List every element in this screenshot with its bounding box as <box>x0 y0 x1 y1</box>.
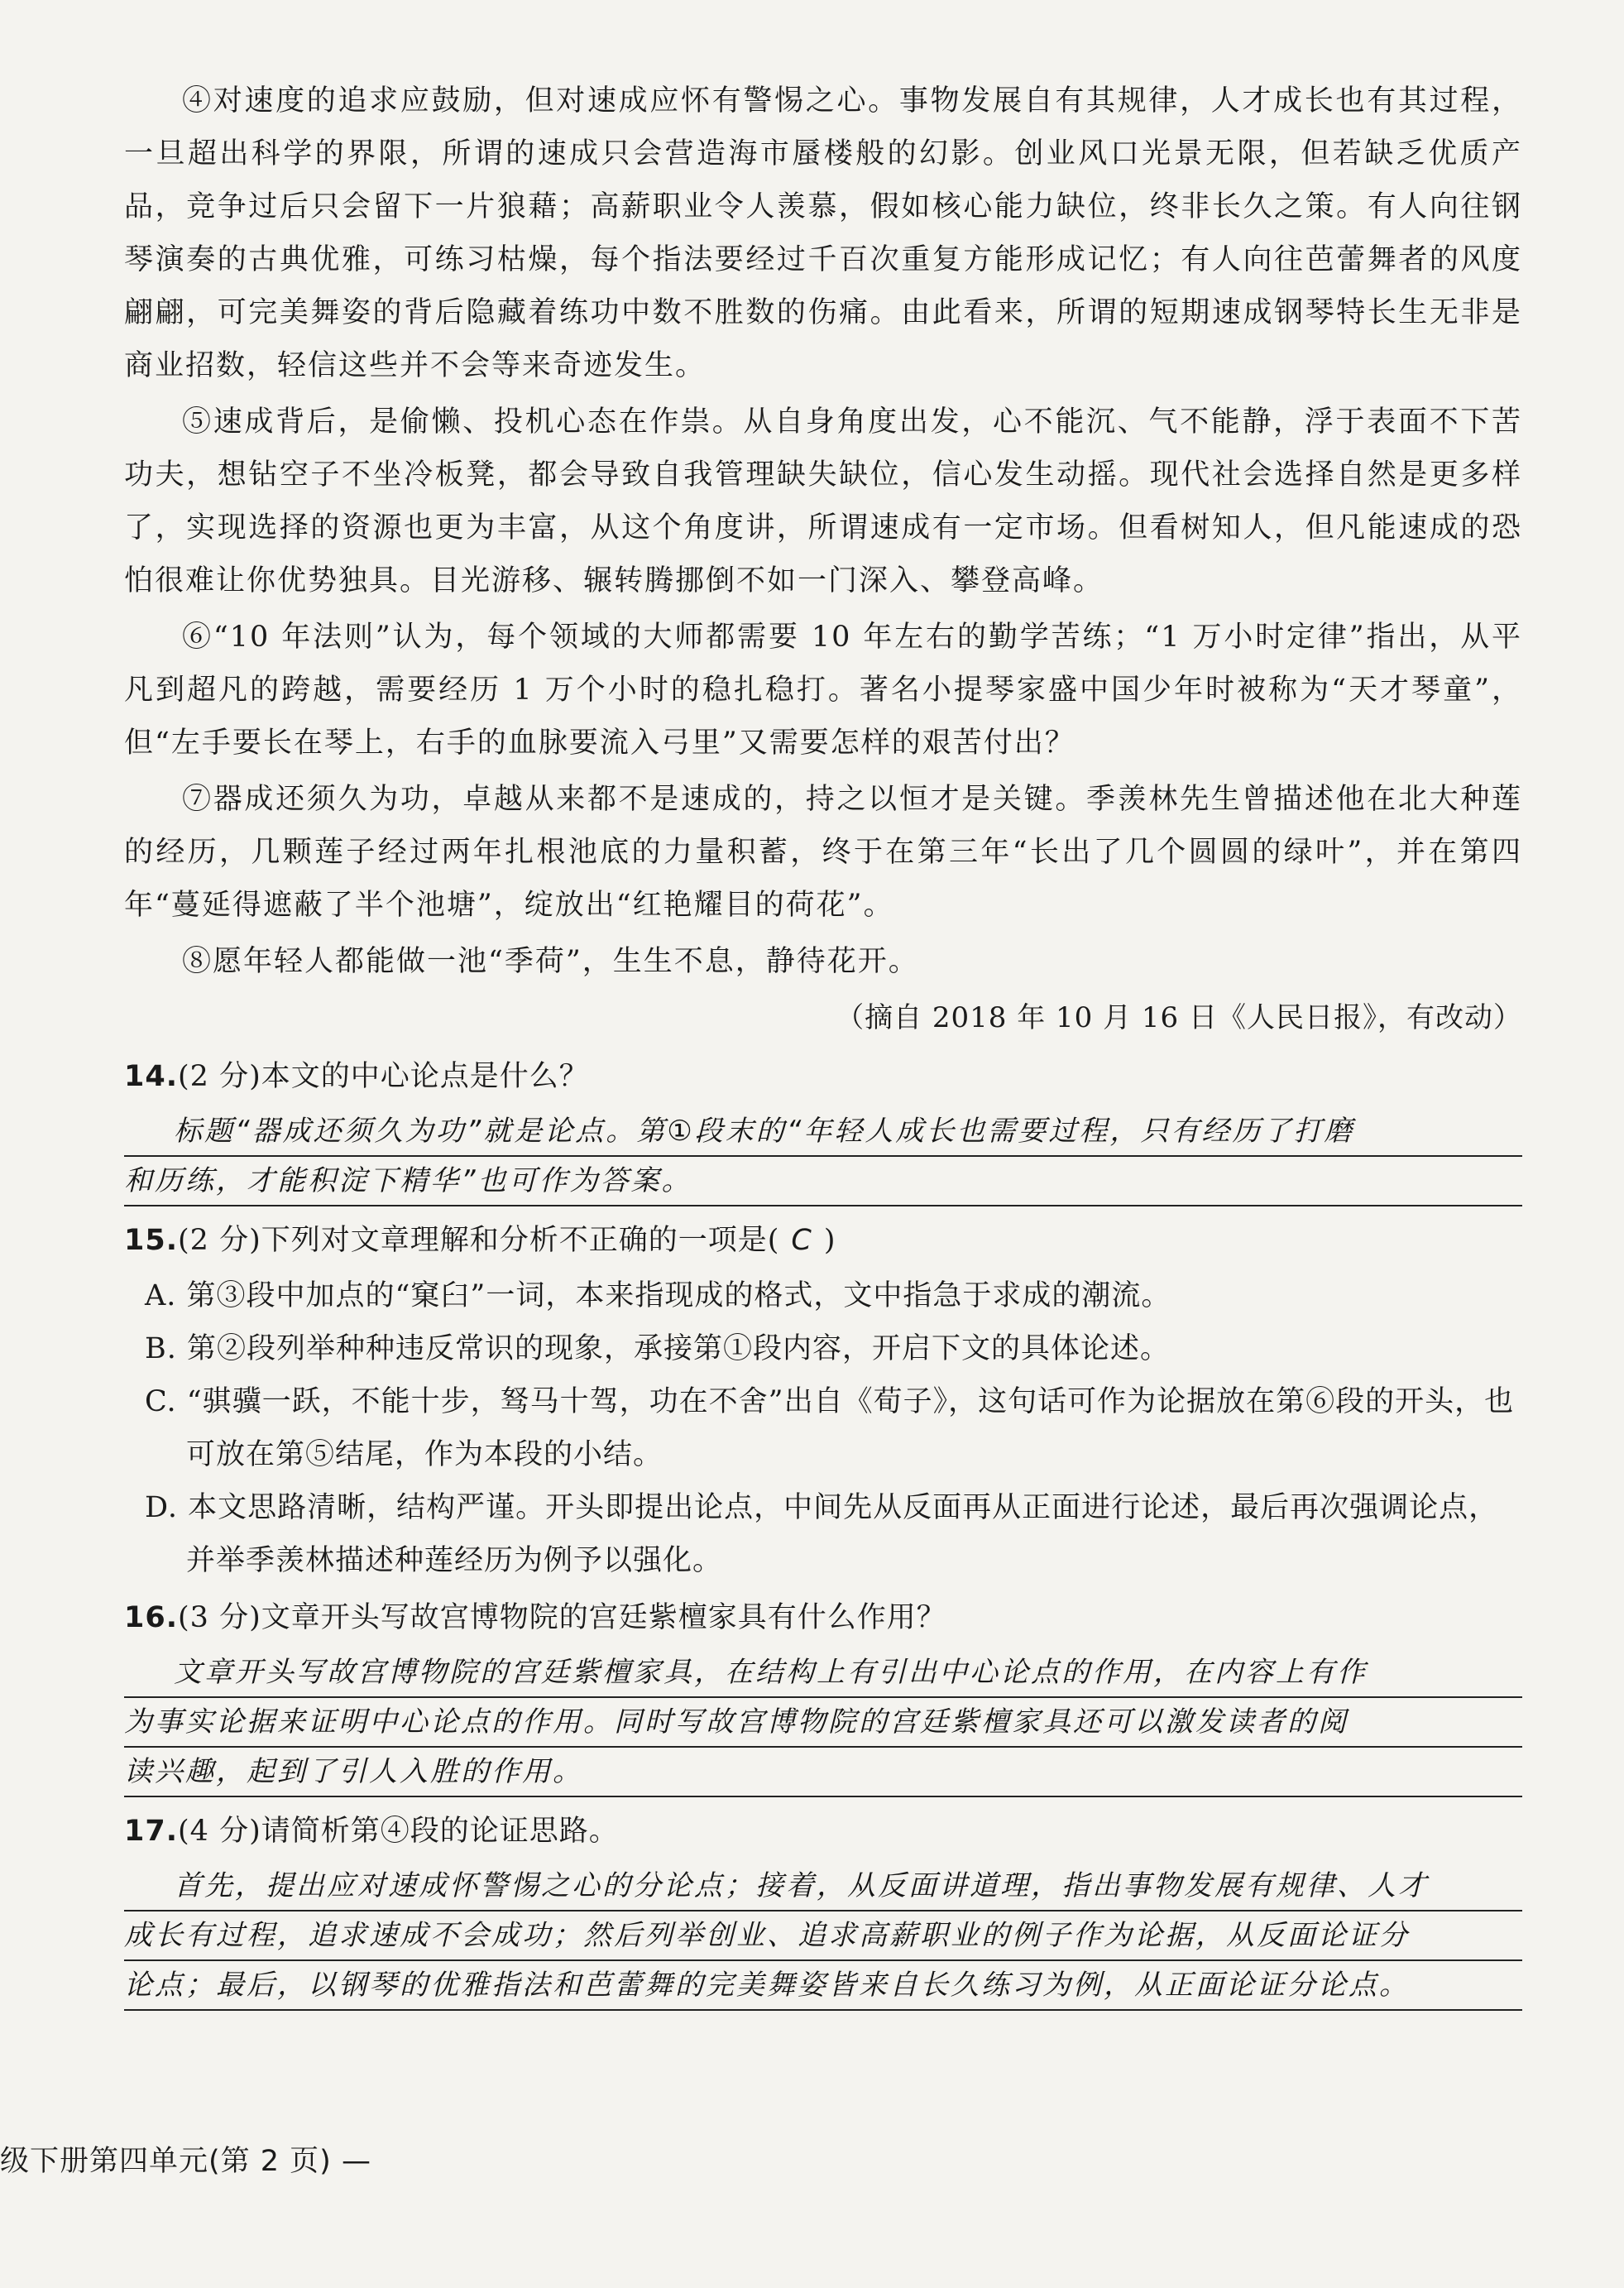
worksheet-page <box>124 74 1522 2019</box>
question-text: (2 分)下列对文章理解和分析不正确的一项是( <box>178 1224 780 1257</box>
answer-line: 读兴趣，起到了引人入胜的作用。 <box>124 1748 1522 1797</box>
option-b: B. 第②段列举种种违反常识的现象，承接第①段内容，开启下文的具体论述。 <box>145 1332 1170 1365</box>
question-15 <box>124 1215 1522 1587</box>
question-text: (3 分)文章开头写故宫博物院的宫廷紫檀家具有什么作用？ <box>178 1601 946 1634</box>
page-footer: 级下册第四单元(第 2 页) — <box>0 2145 371 2178</box>
answer-area-17[interactable] <box>124 1862 1522 2011</box>
question-text-close: ) <box>823 1224 836 1257</box>
question-text: (2 分)本文的中心论点是什么？ <box>178 1060 589 1093</box>
answer-line: 标题“器成还须久为功”就是论点。第①段末的“年轻人成长也需要过程，只有经历了打磨 <box>124 1107 1522 1157</box>
choice-answer[interactable]: C <box>791 1224 812 1257</box>
answer-line: 和历练，才能积淀下精华”也可作为答案。 <box>124 1157 1522 1206</box>
option-d: D. 本文思路清晰，结构严谨。开头即提出论点，中间先从反面再从正面进行论述，最后再次强调论点，并举季羡林描述种莲经历为例予以强化。 <box>145 1491 1499 1577</box>
question-14 <box>124 1051 1522 1206</box>
reading-passage <box>124 74 1522 988</box>
passage-paragraph-6: ⑥“10 年法则”认为，每个领域的大师都需要 10 年左右的勤学苦练；“1 万小时定律”指出，从平凡到超凡的跨越，需要经历 1 万个小时的稳扎稳打。著名小提琴家盛中国少年时被称为“天才琴童”，但“左手要长在琴上，右手的血脉要流入弓里”又需要怎样的艰苦付出？ <box>124 621 1522 760</box>
passage-paragraph-5: ⑤速成背后，是偷懒、投机心态在作祟。从自身角度出发，心不能沉、气不能静，浮于表面不下苦功夫，想钻空子不坐冷板凳，都会导致自我管理缺失缺位，信心发生动摇。现代社会选择自然是更多样了，实现选择的资源也更为丰富，从这个角度讲，所谓速成有一定市场。但看树知人，但凡能速成的恐怕很难让你优势独具。目光游移、辗转腾挪倒不如一门深入、攀登高峰。 <box>124 405 1522 597</box>
answer-line: 成长有过程，追求速成不会成功；然后列举创业、追求高薪职业的例子作为论据，从反面论证分 <box>124 1911 1522 1961</box>
question-text: (4 分)请简析第④段的论证思路。 <box>178 1815 619 1848</box>
question-number: 14. <box>124 1060 179 1093</box>
passage-paragraph-8: ⑧愿年轻人都能做一池“季荷”，生生不息，静待花开。 <box>182 945 919 978</box>
answer-area-16[interactable] <box>124 1648 1522 1797</box>
question-number: 15. <box>124 1224 179 1257</box>
passage-paragraph-4: ④对速度的追求应鼓励，但对速成应怀有警惕之心。事物发展自有其规律，人才成长也有其过程，一旦超出科学的界限，所谓的速成只会营造海市蜃楼般的幻影。创业风口光景无限，但若缺乏优质产品，竞争过后只会留下一片狼藉；高薪职业令人羡慕，假如核心能力缺位，终非长久之策。有人向往钢琴演奏的古典优雅，可练习枯燥，每个指法要经过千百次重复方能形成记忆；有人向往芭蕾舞者的风度翩翩，可完美舞姿的背后隐藏着练功中数不胜数的伤痛。由此看来，所谓的短期速成钢琴特长生无非是商业招数，轻信这些并不会等来奇迹发生。 <box>124 84 1522 382</box>
question-16 <box>124 1592 1522 1797</box>
answer-line: 为事实论据来证明中心论点的作用。同时写故宫博物院的宫廷紫檀家具还可以激发读者的阅 <box>124 1698 1522 1748</box>
answer-line: 首先，提出应对速成怀警惕之心的分论点；接着，从反面讲道理，指出事物发展有规律、人才 <box>124 1862 1522 1911</box>
option-c: C. “骐骥一跃，不能十步，驽马十驾，功在不舍”出自《荀子》，这句话可作为论据放在第⑥段的开头，也可放在第⑤结尾，作为本段的小结。 <box>145 1385 1515 1471</box>
passage-source: （摘自 2018 年 10 月 16 日《人民日报》，有改动） <box>836 1001 1522 1034</box>
passage-paragraph-7: ⑦器成还须久为功，卓越从来都不是速成的，持之以恒才是关键。季羡林先生曾描述他在北大种莲的经历，几颗莲子经过两年扎根池底的力量积蓄，终于在第三年“长出了几个圆圆的绿叶”，并在第四年“蔓延得遮蔽了半个池塘”，绽放出“红艳耀目的荷花”。 <box>124 783 1522 922</box>
question-17 <box>124 1806 1522 2011</box>
answer-line: 文章开头写故宫博物院的宫廷紫檀家具，在结构上有引出中心论点的作用，在内容上有作 <box>124 1648 1522 1698</box>
option-a: A. 第③段中加点的“窠臼”一词，本来指现成的格式，文中指急于求成的潮流。 <box>145 1279 1171 1312</box>
question-number: 17. <box>124 1815 179 1848</box>
question-number: 16. <box>124 1601 179 1634</box>
answer-area-14[interactable] <box>124 1107 1522 1206</box>
answer-line: 论点；最后，以钢琴的优雅指法和芭蕾舞的完美舞姿皆来自长久练习为例，从正面论证分论点。 <box>124 1961 1522 2011</box>
option-list <box>124 1269 1522 1587</box>
